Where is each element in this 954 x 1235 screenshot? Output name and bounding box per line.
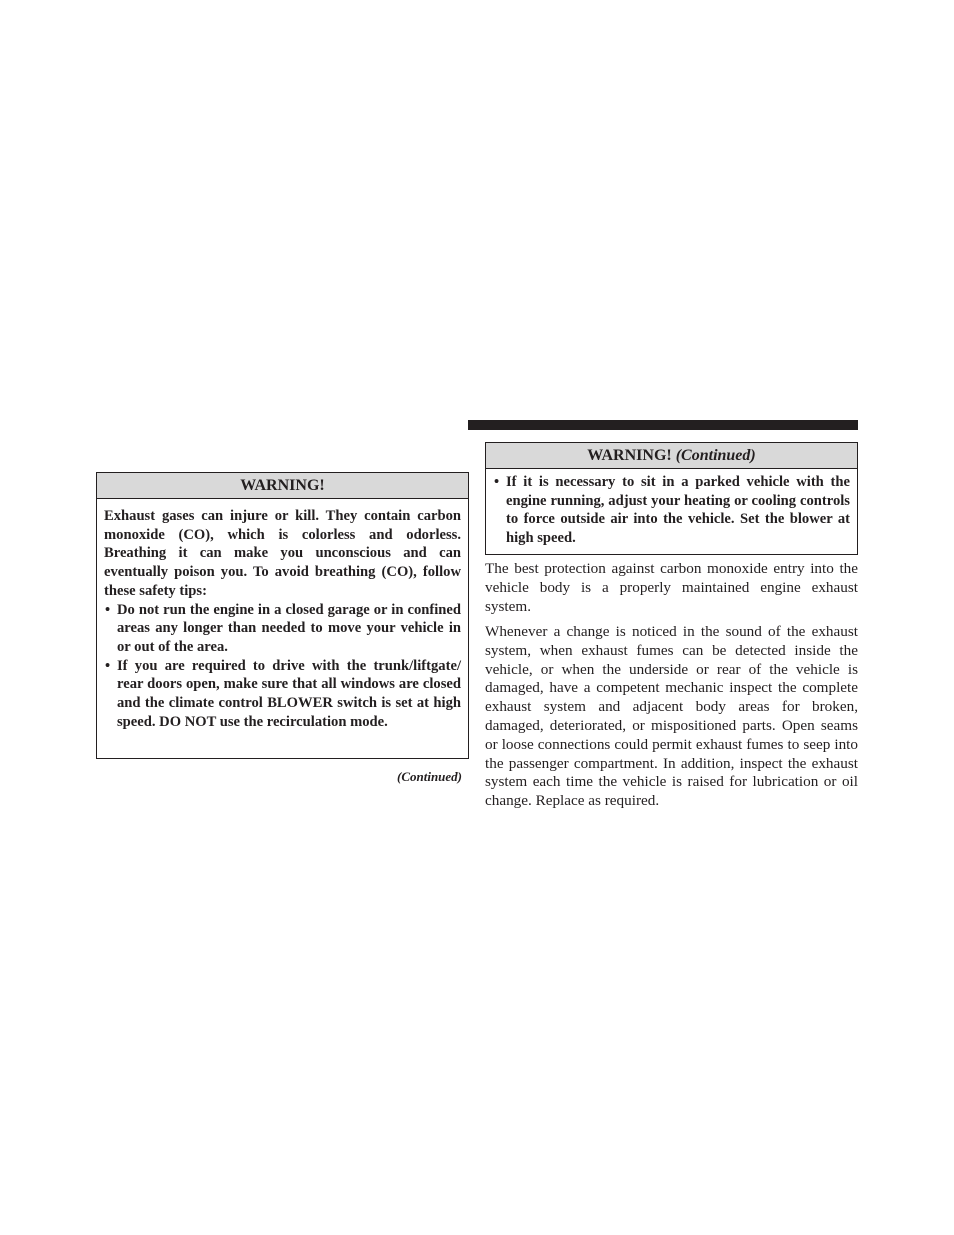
warning-title-text: WARNING! <box>587 447 672 464</box>
warning-bullet-item <box>104 657 461 732</box>
bullet-icon: • <box>494 474 500 490</box>
warning-title <box>97 473 468 499</box>
warning-body <box>97 499 468 731</box>
warning-intro: Exhaust gases can injure or kill. They contain carbon monoxide (CO), which is colorless and odorless. Breathing it can make you unconscious and can eventually poison you. To avoid breathing (CO), follow these safety tips: <box>104 508 461 599</box>
warning-bullet-text: If you are required to drive with the trunk/liftgate/ rear doors open, make sure that all windows are closed and the climate control BLOWER switch is set at high speed. DO NOT use the recirculation mode. <box>117 657 461 730</box>
warning-bullet-text: If it is necessary to sit in a parked vehicle with the engine running, adjust your heating or cooling controls to force outside air into the vehicle. Set the blower at high speed. <box>506 474 850 547</box>
paragraph-inspection: Whenever a change is noticed in the sound of the exhaust system, when exhaust fumes can be detected inside the vehicle, or when the underside or rear of the vehicle is damaged, have a competent mechanic inspect the complete exhaust system and adjacent body areas for broken, damaged, deteriorated, or mispositioned parts. Open seams or loose connections could permit exhaust fumes to seep into the passenger compartment. In addition, inspect the exhaust system each time the vehicle is raised for lubrication or oil change. Replace as required. <box>485 623 858 810</box>
warning-box-continued <box>485 442 858 555</box>
warning-title-text: WARNING! <box>240 477 325 494</box>
warning-title <box>486 443 857 469</box>
continued-note: (Continued) <box>396 769 462 784</box>
warning-bullet-item <box>104 601 461 657</box>
body-paragraph <box>485 560 858 616</box>
body-paragraph <box>485 623 858 811</box>
paragraph-protection: The best protection against carbon monoxide entry into the vehicle body is a properly maintained engine exhaust system. <box>485 560 858 615</box>
section-rule <box>468 420 858 430</box>
warning-bullet-text: Do not run the engine in a closed garage or in confined areas any longer than needed to move your vehicle in or out of the area. <box>117 601 461 655</box>
warning-bullet-item <box>493 473 850 548</box>
warning-box-exhaust <box>96 472 469 759</box>
warning-body <box>486 469 857 548</box>
bullet-icon: • <box>105 601 111 618</box>
bullet-icon: • <box>105 657 111 674</box>
warning-title-continued: (Continued) <box>675 447 756 464</box>
